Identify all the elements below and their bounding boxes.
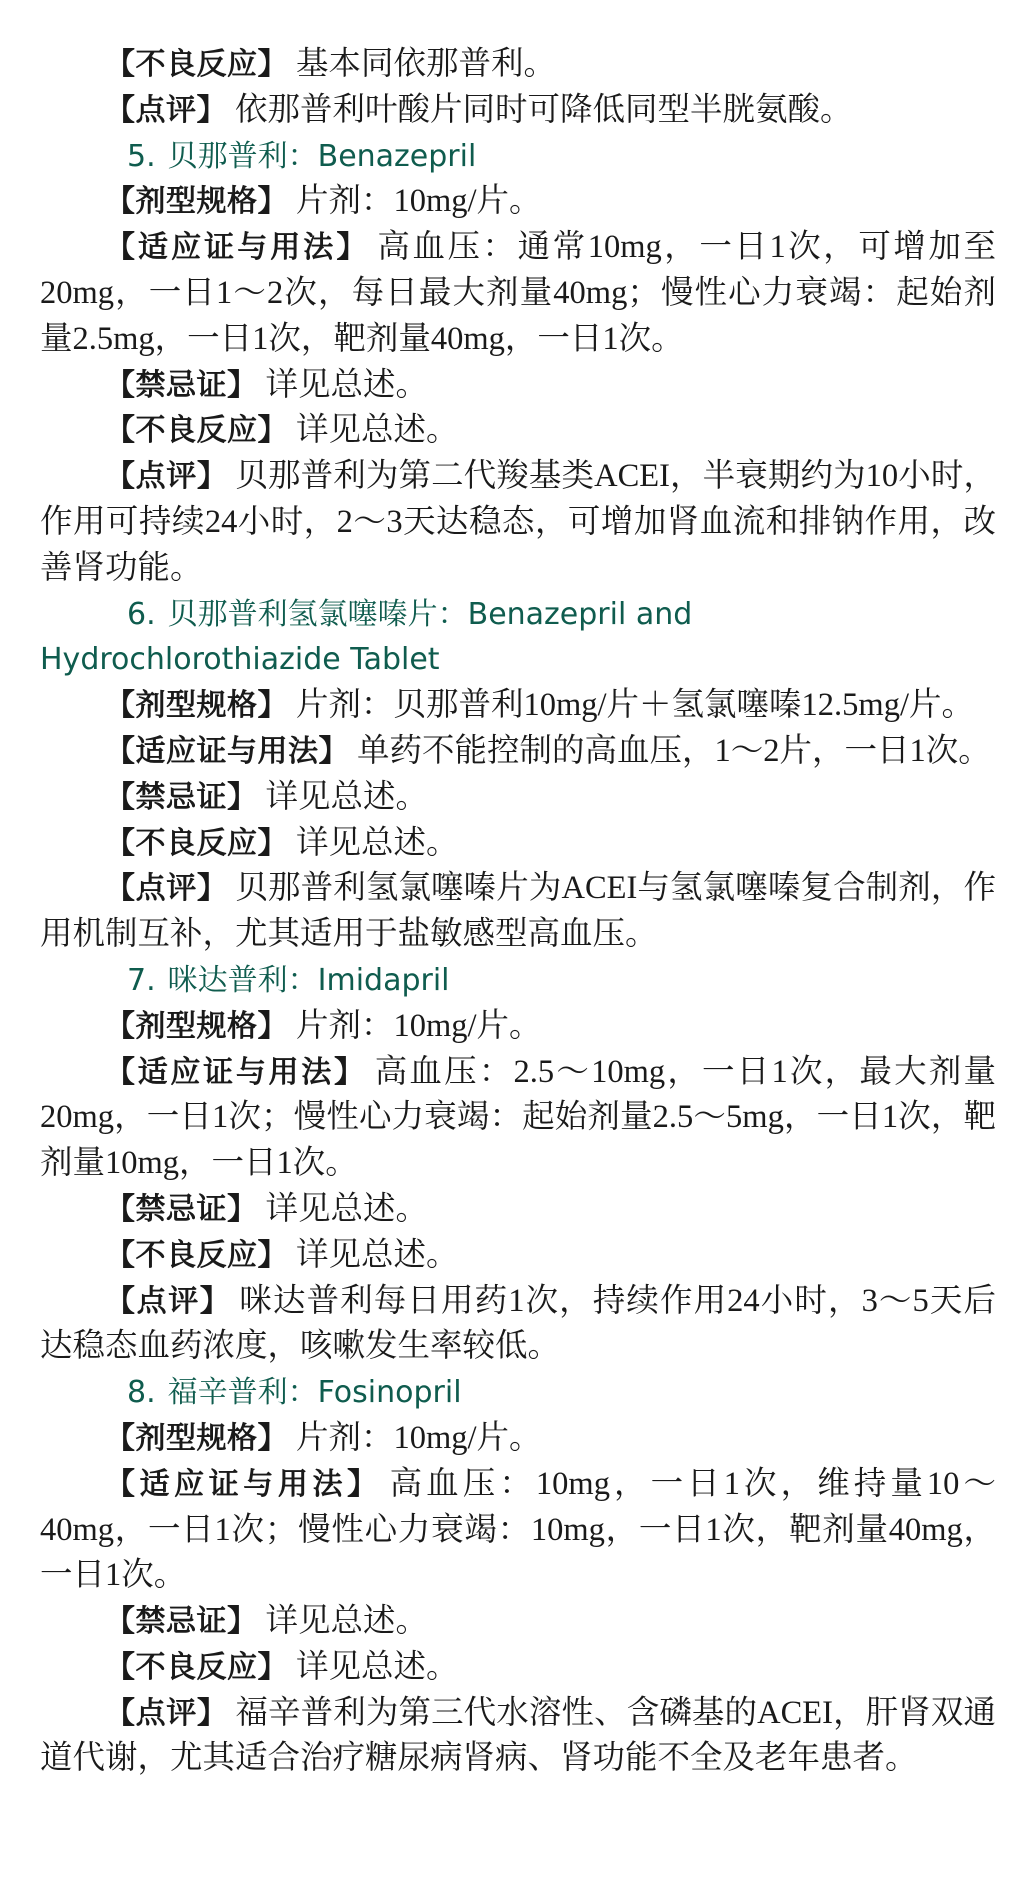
heading-title: 贝那普利：Benazepril: [167, 138, 477, 174]
paragraph-dosage-form: [40, 683, 996, 729]
document-page: [40, 42, 996, 1782]
field-label: 【点评】: [105, 459, 228, 495]
paragraph-comment: [40, 88, 996, 134]
heading-number: 6.: [127, 596, 156, 632]
field-label: 【禁忌证】: [105, 1604, 258, 1640]
field-label: 【剂型规格】: [105, 1420, 288, 1456]
field-label: 【剂型规格】: [105, 184, 288, 220]
field-text: 详见总述。: [265, 778, 429, 815]
field-text: 详见总述。: [296, 412, 459, 449]
field-label: 【剂型规格】: [105, 688, 288, 724]
field-label: 【剂型规格】: [105, 1008, 288, 1044]
paragraph-contraindications: [40, 363, 996, 409]
field-label: 【点评】: [105, 1695, 228, 1731]
paragraph-comment: [40, 1279, 996, 1371]
drug-heading-imidapril: [40, 958, 996, 1004]
field-text: 贝那普利为第二代羧基类ACEI，半衰期约为10小时，作用可持续24小时，2～3天达稳态，可增加肾血流和排钠作用，改善肾功能。: [40, 458, 997, 586]
field-label: 【不良反应】: [105, 825, 288, 861]
field-text: 详见总述。: [296, 824, 459, 861]
field-label: 【点评】: [105, 92, 227, 128]
paragraph-contraindications: [40, 1599, 996, 1645]
paragraph-indications: [40, 225, 996, 362]
field-label: 【不良反应】: [105, 47, 288, 82]
field-text: 详见总述。: [265, 366, 429, 403]
heading-title: 福辛普利：Fosinopril: [167, 1375, 462, 1411]
field-text: 基本同依那普利。: [296, 46, 557, 82]
field-text: 高血压：通常10mg，一日1次，可增加至20mg，一日1～2次，每日最大剂量40mg；慢性心力衰竭：起始剂量2.5mg，一日1次，靶剂量40mg，一日1次。: [40, 229, 996, 357]
paragraph-indications: [40, 1050, 996, 1187]
field-text: 片剂：贝那普利10mg/片＋氢氯噻嗪12.5mg/片。: [296, 687, 974, 724]
paragraph-dosage-form: [40, 179, 996, 225]
field-label: 【禁忌证】: [105, 1191, 258, 1227]
field-text: 单药不能控制的高血压，1～2片，一日1次。: [357, 732, 991, 769]
field-label: 【禁忌证】: [105, 779, 258, 815]
paragraph-adverse-reactions: [40, 408, 996, 454]
heading-title: 贝那普利氢氯噻嗪片：Benazepril and Hydrochlorothiazide Tablet: [40, 596, 693, 678]
field-label: 【适应证与用法】: [105, 733, 349, 769]
field-text: 片剂：10mg/片。: [296, 183, 542, 220]
field-text: 详见总述。: [265, 1603, 429, 1640]
paragraph-dosage-form: [40, 1004, 996, 1050]
field-text: 片剂：10mg/片。: [296, 1007, 542, 1044]
field-label: 【禁忌证】: [105, 367, 258, 403]
paragraph-dosage-form: [40, 1416, 996, 1462]
drug-heading-benazepril: [40, 134, 996, 180]
heading-number: 5.: [127, 138, 156, 174]
field-label: 【适应证与用法】: [105, 1466, 382, 1502]
paragraph-comment: [40, 454, 996, 591]
heading-number: 7.: [127, 962, 156, 998]
field-label: 【不良反应】: [105, 1237, 288, 1273]
drug-heading-fosinopril: [40, 1370, 996, 1416]
field-label: 【不良反应】: [105, 1649, 288, 1685]
paragraph-contraindications: [40, 1187, 996, 1233]
heading-number: 8.: [127, 1375, 156, 1411]
field-text: 福辛普利为第三代水溶性、含磷基的ACEI，肝肾双通道代谢，尤其适合治疗糖尿病肾病、肾功能不全及老年患者。: [40, 1694, 997, 1777]
field-text: 详见总述。: [296, 1648, 459, 1685]
paragraph-adverse-reactions: [40, 821, 996, 867]
field-text: 依那普利叶酸片同时可降低同型半胱氨酸。: [235, 91, 853, 128]
paragraph-indications: [40, 729, 996, 775]
paragraph-comment: [40, 866, 996, 958]
field-label: 【点评】: [105, 1283, 232, 1319]
paragraph-adverse-reactions: [40, 1645, 996, 1691]
field-text: 片剂：10mg/片。: [296, 1419, 542, 1456]
paragraph-adverse-reactions: [40, 1233, 996, 1279]
field-label: 【不良反应】: [105, 413, 288, 449]
field-text: 详见总述。: [296, 1236, 459, 1273]
paragraph-comment: [40, 1691, 996, 1783]
field-text: 高血压：2.5～10mg，一日1次，最大剂量20mg，一日1次；慢性心力衰竭：起始剂量2.5～5mg，一日1次，靶剂量10mg，一日1次。: [40, 1053, 997, 1182]
heading-title: 咪达普利：Imidapril: [167, 962, 450, 998]
field-text: 咪达普利每日用药1次，持续作用24小时，3～5天后达稳态血药浓度，咳嗽发生率较低。: [40, 1282, 996, 1365]
field-text: 高血压：10mg，一日1次，维持量10～40mg，一日1次；慢性心力衰竭：10mg，一日1次，靶剂量40mg，一日1次。: [40, 1465, 997, 1594]
drug-heading-benazepril-hctz: [40, 592, 996, 684]
field-text: 贝那普利氢氯噻嗪片为ACEI与氢氯噻嗪复合制剂，作用机制互补，尤其适用于盐敏感型高血压。: [40, 870, 997, 953]
field-label: 【适应证与用法】: [105, 230, 370, 266]
field-label: 【适应证与用法】: [105, 1054, 367, 1090]
paragraph-contraindications: [40, 775, 996, 821]
paragraph-indications: [40, 1462, 996, 1599]
paragraph-adverse-reactions: [40, 42, 996, 88]
field-label: 【点评】: [105, 871, 228, 907]
field-text: 详见总述。: [265, 1190, 429, 1227]
